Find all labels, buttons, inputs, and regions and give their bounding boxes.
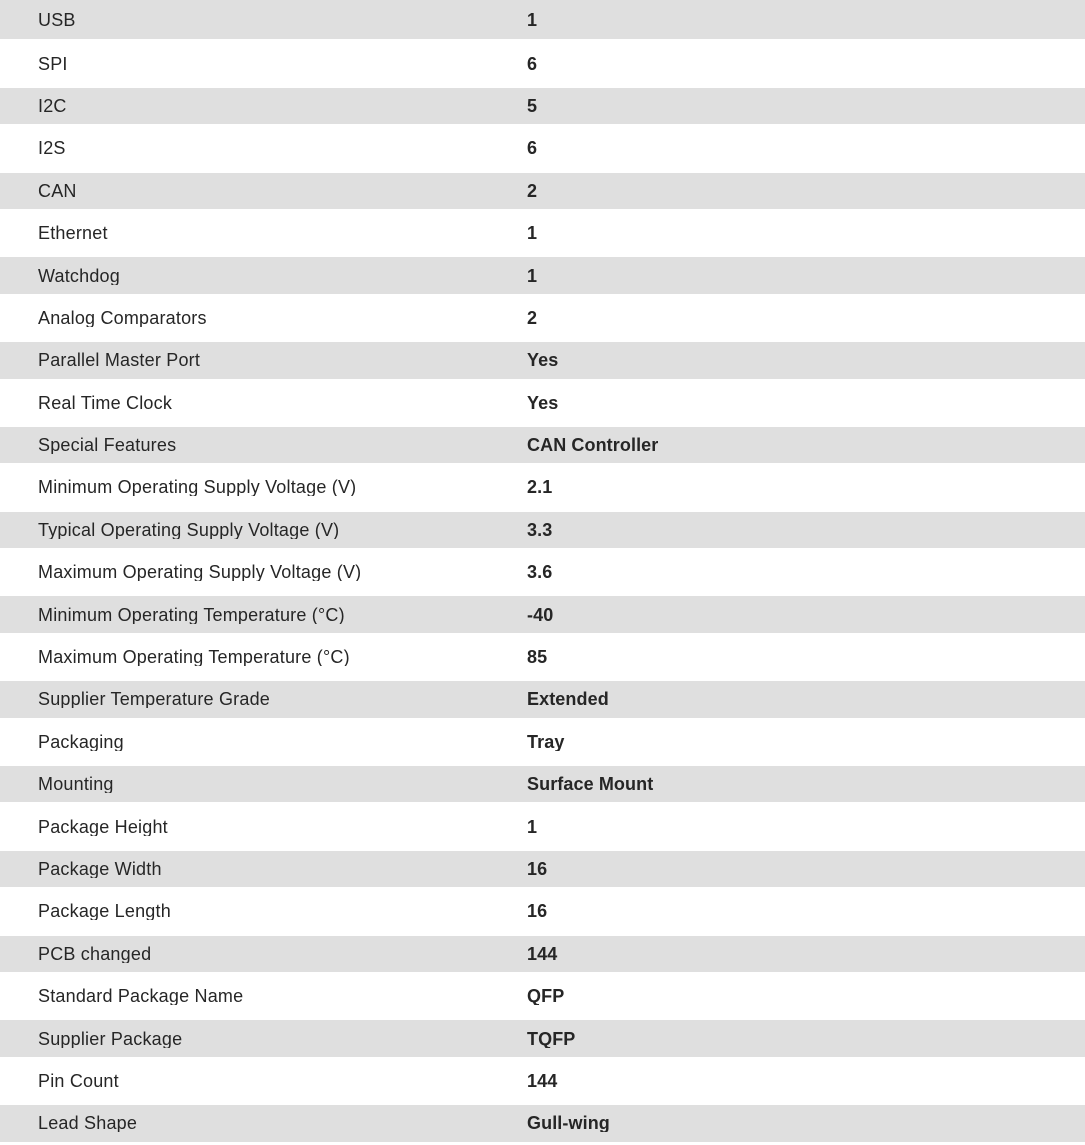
table-row <box>0 1017 1085 1059</box>
spec-label: Analog Comparators <box>38 308 207 327</box>
table-row <box>0 466 1085 508</box>
spec-value: 2 <box>527 181 538 200</box>
table-row <box>0 593 1085 635</box>
spec-value: TQFP <box>527 1029 576 1048</box>
spec-label: Watchdog <box>38 266 120 285</box>
table-row <box>0 1060 1085 1102</box>
spec-label: SPI <box>38 54 68 73</box>
table-row <box>0 509 1085 551</box>
spec-value: 3.6 <box>527 563 553 582</box>
table-row <box>0 678 1085 720</box>
spec-label: Maximum Operating Temperature (°C) <box>38 648 350 667</box>
spec-label: Maximum Operating Supply Voltage (V) <box>38 563 362 582</box>
spec-label: Lead Shape <box>38 1114 138 1133</box>
table-row <box>0 933 1085 975</box>
table-row <box>0 805 1085 847</box>
spec-value: 2 <box>527 308 538 327</box>
spec-label: Supplier Package <box>38 1029 183 1048</box>
spec-label: Special Features <box>38 436 177 455</box>
table-row <box>0 975 1085 1017</box>
spec-value: Gull-wing <box>527 1114 610 1133</box>
spec-label: I2S <box>38 139 66 158</box>
spec-value: 144 <box>527 944 558 963</box>
table-row <box>0 382 1085 424</box>
table-row <box>0 297 1085 339</box>
table-row <box>0 424 1085 466</box>
table-row <box>0 636 1085 678</box>
spec-label: Package Length <box>38 902 171 921</box>
spec-label: Supplier Temperature Grade <box>38 690 270 709</box>
spec-value: 144 <box>527 1071 558 1090</box>
spec-value: Extended <box>527 690 609 709</box>
spec-value: 1 <box>527 817 538 836</box>
spec-label: Typical Operating Supply Voltage (V) <box>38 520 340 539</box>
spec-value: 16 <box>527 860 548 878</box>
spec-label: Package Width <box>38 860 162 878</box>
spec-label: Minimum Operating Temperature (°C) <box>38 605 345 624</box>
table-row <box>0 890 1085 932</box>
table-row <box>0 170 1085 212</box>
table-row <box>0 0 1085 42</box>
spec-value: Surface Mount <box>527 775 654 794</box>
spec-value: 85 <box>527 648 548 667</box>
spec-value: CAN Controller <box>527 436 659 455</box>
table-row <box>0 127 1085 169</box>
spec-label: Mounting <box>38 775 114 794</box>
spec-label: Real Time Clock <box>38 393 173 412</box>
spec-label: USB <box>38 10 76 29</box>
spec-value: 6 <box>527 139 538 158</box>
spec-value: Yes <box>527 393 559 412</box>
spec-label: CAN <box>38 181 77 200</box>
spec-label: Ethernet <box>38 224 108 243</box>
spec-value: QFP <box>527 987 565 1006</box>
spec-value: 1 <box>527 10 538 29</box>
spec-label: Parallel Master Port <box>38 351 201 370</box>
table-row <box>0 1102 1085 1144</box>
table-row <box>0 721 1085 763</box>
spec-label: Packaging <box>38 732 124 751</box>
table-row <box>0 848 1085 890</box>
spec-value: 2.1 <box>527 478 553 497</box>
spec-label: Pin Count <box>38 1071 119 1090</box>
spec-value: 3.3 <box>527 520 553 539</box>
table-row <box>0 339 1085 381</box>
spec-label: Standard Package Name <box>38 987 244 1006</box>
spec-label: Minimum Operating Supply Voltage (V) <box>38 478 357 497</box>
spec-value: -40 <box>527 605 554 624</box>
spec-value: 16 <box>527 902 548 921</box>
spec-label: Package Height <box>38 817 168 836</box>
spec-label: PCB changed <box>38 944 152 963</box>
spec-value: Tray <box>527 732 565 751</box>
spec-value: 1 <box>527 224 538 243</box>
table-row <box>0 254 1085 296</box>
spec-value: 5 <box>527 96 538 115</box>
table-row <box>0 551 1085 593</box>
table-row <box>0 212 1085 254</box>
spec-label: I2C <box>38 96 67 115</box>
spec-value: Yes <box>527 351 559 370</box>
table-row <box>0 42 1085 84</box>
table-row <box>0 85 1085 127</box>
table-row <box>0 763 1085 805</box>
spec-value: 6 <box>527 54 538 73</box>
spec-value: 1 <box>527 266 538 285</box>
